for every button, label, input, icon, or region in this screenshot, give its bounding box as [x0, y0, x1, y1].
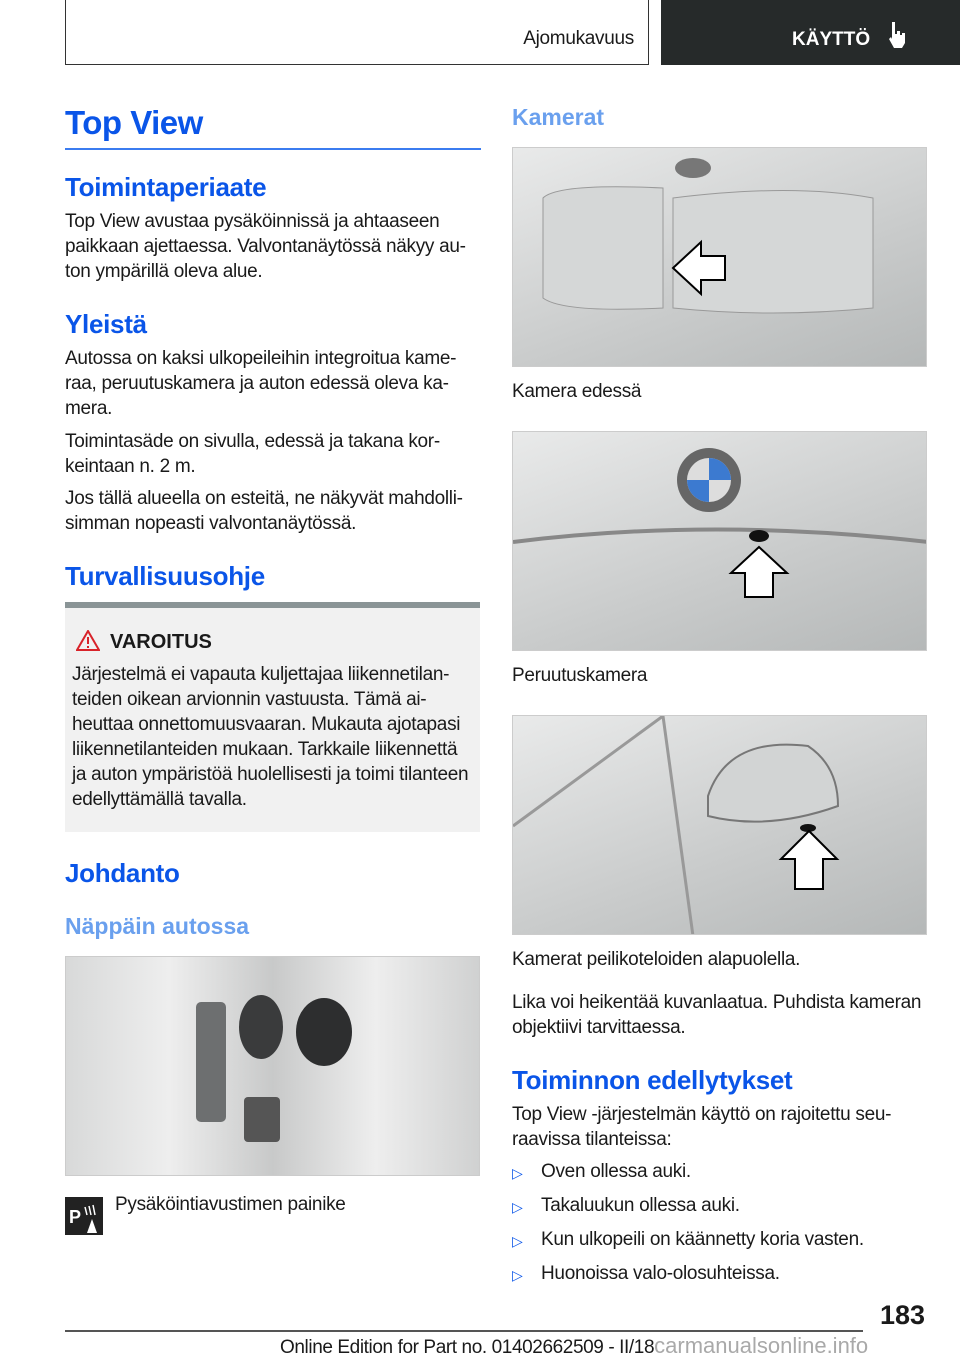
- bullet-triangle-icon: ▷: [512, 1267, 523, 1283]
- warning-title: VAROITUS: [110, 631, 212, 653]
- heading-intro: Johdanto: [65, 858, 180, 888]
- paragraph-general-2: Toimintasäde on sivulla, edessä ja takana korkeintaan n. 2 m.: [65, 431, 441, 477]
- list-item: [512, 1159, 928, 1186]
- chapter-label: KÄYTTÖ: [792, 29, 871, 50]
- list-item-text: Huonoissa valo-olosuhteissa.: [541, 1263, 780, 1284]
- rear-camera-image: [512, 431, 927, 651]
- page-title: Top View: [65, 104, 203, 141]
- footer-rule: [65, 1330, 863, 1332]
- parking-assist-button-icon: [65, 1197, 103, 1235]
- paragraph-general-1: Autossa on kaksi ulkopeileihin integroitua kameraa, peruutuskamera ja auton edessä oleva kamera.: [65, 348, 457, 419]
- page-number: 183: [880, 1300, 926, 1330]
- list-item-text: Takaluukun ollessa auki.: [541, 1195, 740, 1216]
- caption-rear-camera: Peruutuskamera: [512, 665, 648, 686]
- heading-general: Yleistä: [65, 309, 147, 339]
- front-camera-image: [512, 147, 927, 367]
- list-item: [512, 1227, 928, 1254]
- heading-safety: Turvallisuusohje: [65, 561, 265, 591]
- list-item-text: Kun ulkopeili on käännetty koria vasten.: [541, 1229, 864, 1250]
- mirror-camera-image: [512, 715, 927, 935]
- section-label: Ajomukavuus: [523, 28, 634, 49]
- heading-button: Näppäin autossa: [65, 913, 250, 939]
- warning-triangle-icon: [76, 630, 100, 651]
- heading-conditions: Toiminnon edellytykset: [512, 1065, 793, 1095]
- heading-cameras: Kamerat: [512, 104, 605, 130]
- console-image: [65, 956, 480, 1176]
- list-item: [512, 1193, 928, 1220]
- pointing-hand-icon: [886, 21, 908, 49]
- svg-text:P: P: [69, 1207, 82, 1227]
- caption-mirror-cameras: Kamerat peilikoteloiden alapuolella.: [512, 949, 801, 970]
- conditions-list: [512, 1159, 928, 1295]
- watermark-link[interactable]: carmanualsonline.info: [654, 1333, 869, 1358]
- list-item-text: Oven ollessa auki.: [541, 1161, 691, 1182]
- bullet-triangle-icon: ▷: [512, 1233, 523, 1249]
- header-chapter: [661, 0, 960, 65]
- paragraph-general-3: Jos tällä alueella on esteitä, ne näkyvät mahdollisimman nopeasti valvontanäytössä.: [65, 488, 463, 534]
- button-caption: Pysäköintiavustimen painike: [115, 1194, 346, 1215]
- paragraph-dirt: Lika voi heikentää kuvanlaatua. Puhdista kameran objektiivi tarvittaessa.: [512, 992, 922, 1038]
- edition-text: Online Edition for Part no. 01402662509 - II/18: [280, 1337, 655, 1358]
- title-rule: [65, 148, 481, 150]
- warning-text: Järjestelmä ei vapauta kuljettajaa liikennetilanteiden oikean arvionnin vastuusta. Tämä aiheuttaa onnettomuusvaaran. Mukauta ajotapasi liikennetilanteiden mukaan. Tarkkaile liikennettä ja auton ympäristöä huolellisesti ja toimi tilanteen edellyttämällä tavalla.: [72, 664, 469, 810]
- header-section: [65, 0, 649, 65]
- warning-box: [65, 602, 480, 832]
- heading-principle: Toimintaperiaate: [65, 172, 267, 202]
- paragraph-principle: Top View avustaa pysäköinnissä ja ahtaaseen paikkaan ajettaessa. Valvontanäytössä näkyy auton ympärillä oleva alue.: [65, 211, 466, 282]
- caption-front-camera: Kamera edessä: [512, 381, 642, 402]
- list-item: [512, 1261, 928, 1288]
- bullet-triangle-icon: ▷: [512, 1165, 523, 1181]
- bullet-triangle-icon: ▷: [512, 1199, 523, 1215]
- footer-edition: [280, 1333, 868, 1359]
- paragraph-conditions: Top View -järjestelmän käyttö on rajoitettu seuraavissa tilanteissa:: [512, 1104, 892, 1150]
